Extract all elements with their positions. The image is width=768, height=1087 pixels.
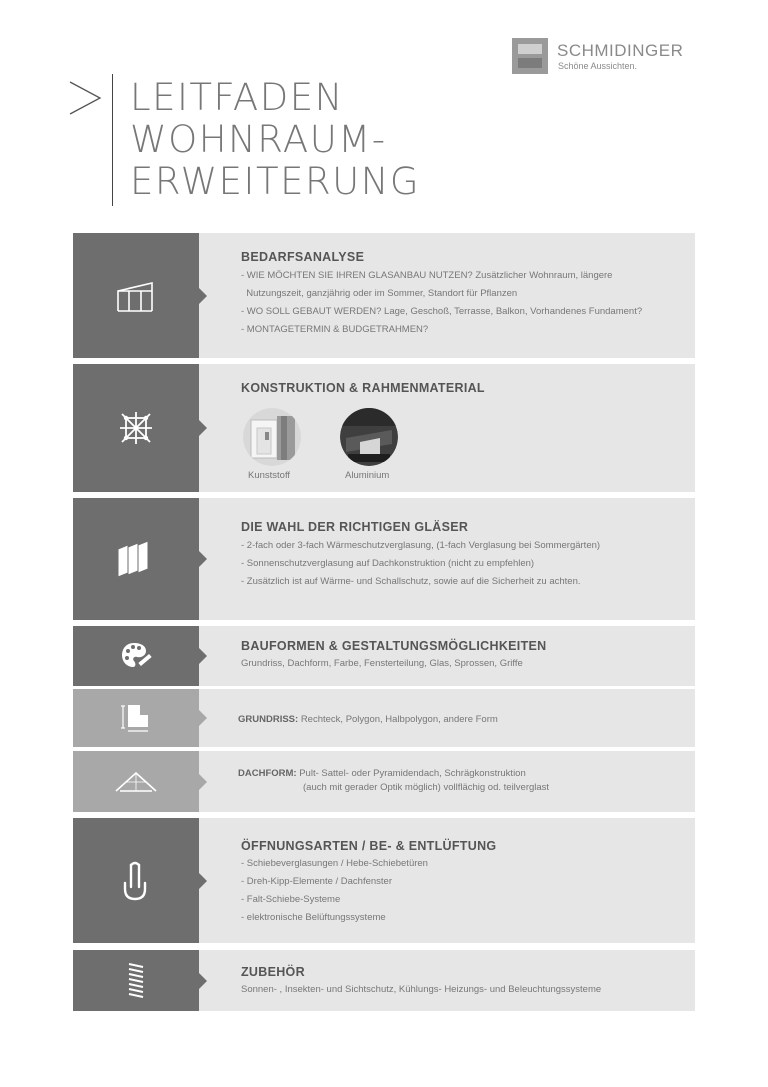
section-text: Grundriss, Dachform, Farbe, Fensterteilung, Glas, Sprossen, Griffe	[241, 658, 523, 669]
bullet-line: - Zusätzlich ist auf Wärme- und Schallschutz, sowie auf die Sicherheit zu achten.	[241, 576, 581, 587]
palette-icon	[120, 641, 152, 671]
material-caption: Kunststoff	[248, 470, 291, 481]
cube-structure-icon	[118, 410, 154, 446]
dachform-text-2: (auch mit gerader Optik möglich) vollflächig od. teilverglast	[303, 782, 550, 793]
handle-hook-icon	[121, 861, 151, 901]
section-icon-box	[73, 689, 199, 747]
bullet-line: - WIE MÖCHTEN SIE IHREN GLASANBAU NUTZEN? Zusätzlicher Wohnraum, längere	[241, 270, 613, 281]
kunststoff-profile-image	[243, 408, 301, 466]
section-icon-box	[73, 626, 199, 686]
aluminium-profile-image	[340, 408, 398, 466]
section-text: Sonnen- , Insekten- und Sichtschutz, Kühlungs- Heizungs- und Beleuchtungssysteme	[241, 984, 602, 995]
dachform-label: DACHFORM:	[238, 768, 297, 779]
section-heading: BAUFORMEN & GESTALTUNGSMÖGLICHKEITEN	[241, 639, 547, 653]
section-icon-box	[73, 751, 199, 812]
section-glaeser	[73, 498, 695, 620]
conservatory-icon	[116, 279, 156, 313]
brand-name: SCHMIDINGER	[557, 41, 684, 60]
grundriss-label: GRUNDRISS:	[238, 714, 299, 725]
section-zubehoer	[73, 950, 695, 1011]
bullet-line: - 2-fach oder 3-fach Wärmeschutzverglasung, (1-fach Verglasung bei Sommergärten)	[241, 540, 601, 551]
blinds-icon	[126, 961, 146, 1001]
title-line-3: ERWEITERUNG	[130, 160, 421, 203]
section-icon-box	[73, 950, 199, 1011]
bullet-line: - Sonnenschutzverglasung auf Dachkonstruktion (nicht zu empfehlen)	[241, 558, 535, 569]
section-bauformen	[73, 626, 695, 686]
section-bedarfsanalyse	[73, 233, 695, 358]
section-heading: ÖFFNUNGSARTEN / BE- & ENTLÜFTUNG	[241, 839, 497, 853]
bullet-line: Nutzungszeit, ganzjährig oder im Sommer, Standort für Pflanzen	[241, 288, 518, 299]
bullet-line: - WO SOLL GEBAUT WERDEN? Lage, Geschoß, Terrasse, Balkon, Vorhandenes Fundament?	[241, 306, 643, 317]
bullet-line: - MONTAGETERMIN & BUDGETRAHMEN?	[241, 324, 429, 335]
section-icon-box	[73, 818, 199, 943]
brand-logo	[512, 38, 702, 74]
bullet-line: - Falt-Schiebe-Systeme	[241, 894, 341, 905]
material-caption: Aluminium	[345, 470, 390, 481]
title-chevron-icon	[68, 78, 104, 118]
roof-icon	[114, 769, 158, 795]
section-oeffnungsarten	[73, 818, 695, 943]
title-line-2: WOHNRAUM-	[130, 118, 387, 161]
title-line-1: LEITFADEN	[130, 76, 344, 119]
section-grundriss	[73, 689, 695, 747]
floor-plan-icon	[120, 703, 152, 733]
glass-panes-icon	[116, 539, 156, 579]
grundriss-text: Rechteck, Polygon, Halbpolygon, andere Form	[300, 714, 498, 725]
section-heading: DIE WAHL DER RICHTIGEN GLÄSER	[241, 520, 469, 534]
bullet-line: - Schiebeverglasungen / Hebe-Schiebetüren	[241, 858, 428, 869]
section-heading: BEDARFSANALYSE	[241, 250, 365, 264]
section-icon-box	[73, 498, 199, 620]
section-konstruktion	[73, 364, 695, 492]
section-heading: ZUBEHÖR	[241, 965, 305, 979]
section-heading: KONSTRUKTION & RAHMENMATERIAL	[241, 381, 485, 395]
section-icon-box	[73, 233, 199, 358]
bullet-line: - elektronische Belüftungssysteme	[241, 912, 386, 923]
section-dachform	[73, 751, 695, 812]
section-icon-box	[73, 364, 199, 492]
dachform-text-1: Pult- Sattel- oder Pyramidendach, Schrägkonstruktion	[299, 768, 526, 779]
brand-tagline: Schöne Aussichten.	[558, 61, 638, 71]
bullet-line: - Dreh-Kipp-Elemente / Dachfenster	[241, 876, 393, 887]
logo-mark-icon	[512, 38, 548, 74]
title-divider	[112, 74, 113, 206]
